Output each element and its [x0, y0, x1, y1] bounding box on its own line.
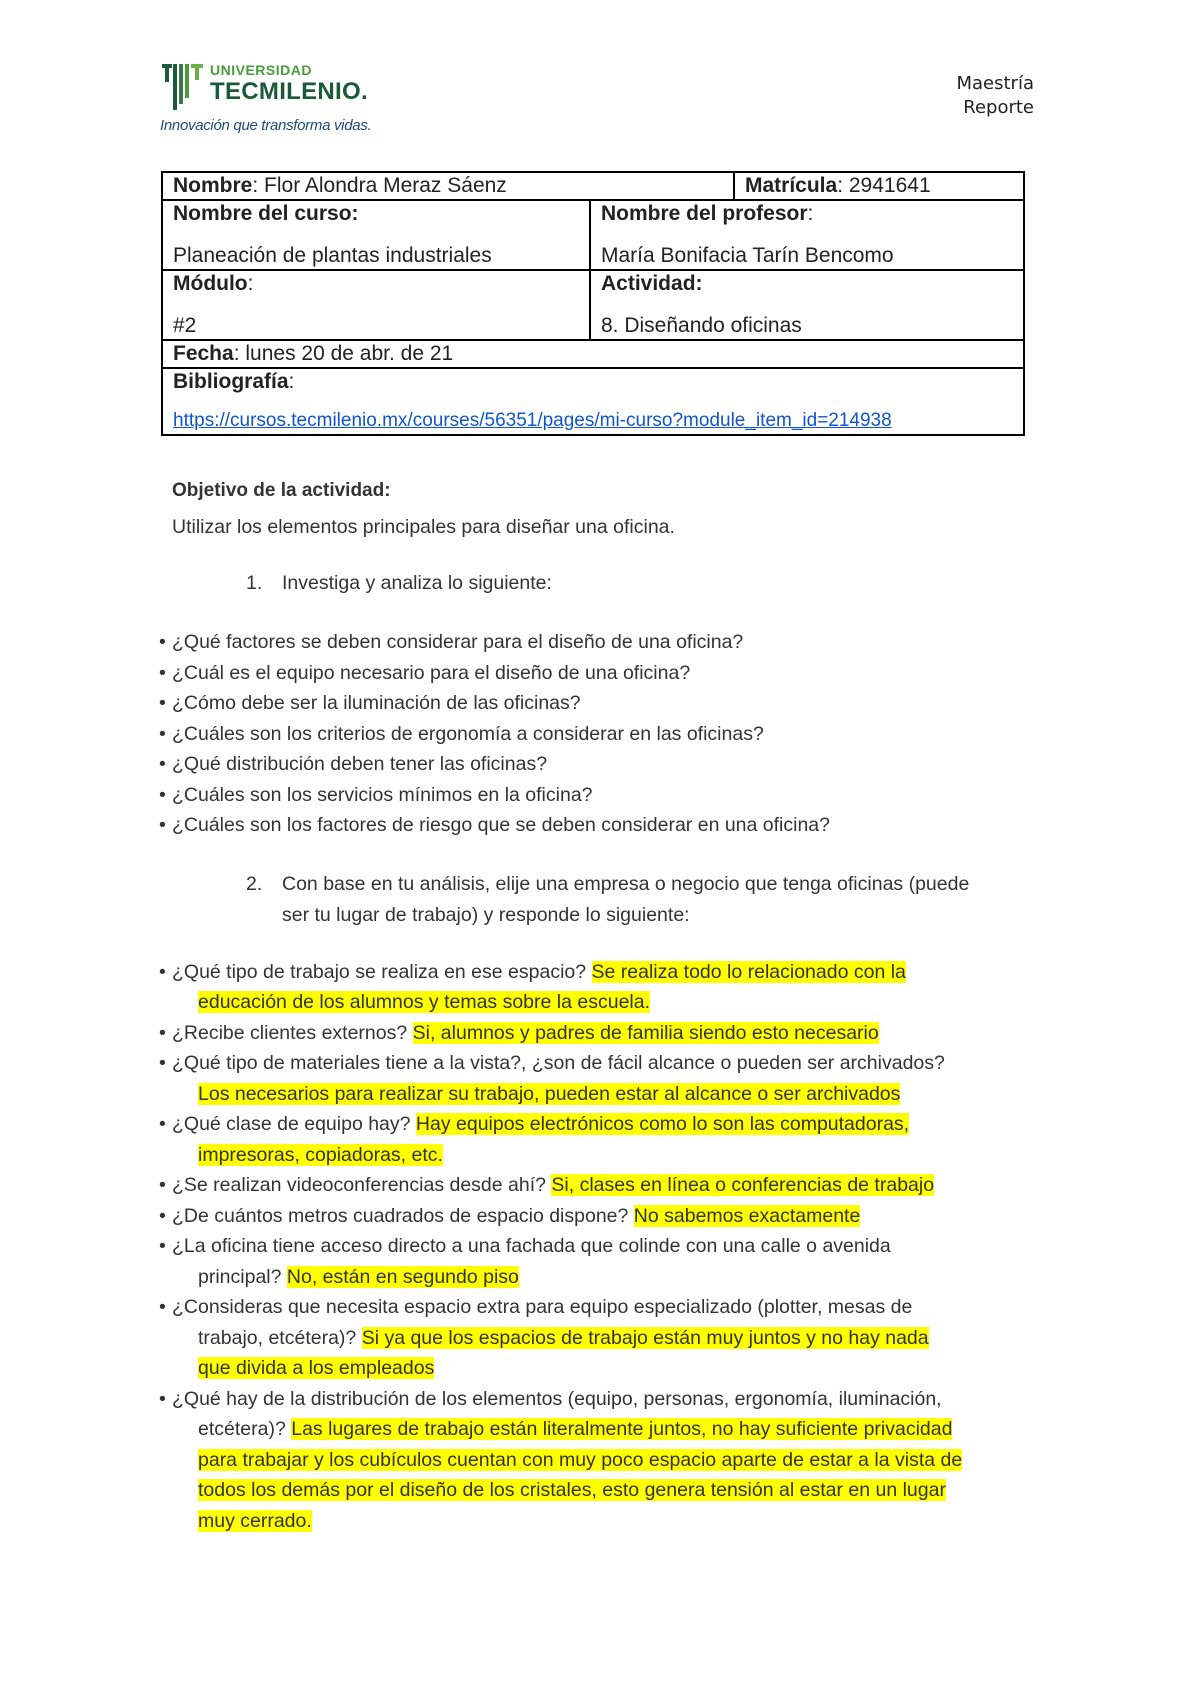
table-row [162, 340, 1024, 368]
question: ¿Se realizan videoconferencias desde ahí? [172, 1174, 552, 1196]
list-item: • ¿Qué clase de equipo hay? Hay equipos electrónicos como lo son las computadoras, impresoras, copiadoras, etc. [159, 1113, 910, 1166]
question: ¿Qué clase de equipo hay? [172, 1113, 416, 1135]
university-logo [160, 60, 420, 140]
header-doc-type: Reporte [963, 97, 1034, 118]
answer: No sabemos exactamente [633, 1204, 861, 1227]
answer: educación de los alumnos y temas sobre la escuela. [198, 991, 651, 1013]
matricula-label: Matrícula [745, 174, 838, 197]
actividad-value: 8. Diseñando oficinas [601, 314, 802, 337]
list-item: • ¿Cómo debe ser la iluminación de las oficinas? [159, 692, 581, 714]
list-item: • ¿Se realizan videoconferencias desde ahí? Si, clases en línea o conferencias de trabajo [159, 1174, 935, 1196]
step-2 [172, 869, 1042, 931]
bibliografia-link[interactable]: https://cursos.tecmilenio.mx/courses/56351/pages/mi-curso?module_item_id=214938 [173, 410, 892, 431]
curso-cell [162, 200, 590, 270]
nombre-value: : Flor Alondra Meraz Sáenz [252, 174, 507, 197]
answer: Las lugares de trabajo están literalmente juntos, no hay suficiente privacidad [291, 1418, 953, 1440]
fecha-label: Fecha [173, 342, 234, 365]
bibliografia-label: Bibliografía: [173, 370, 295, 393]
step-1-text: Investiga y analiza lo siguiente: [282, 572, 552, 594]
answer: Hay equipos electrónicos como lo son las computadoras, [415, 1113, 910, 1135]
profesor-value: María Bonifacia Tarín Bencomo [601, 244, 894, 267]
list-item: • ¿Qué factores se deben considerar para el diseño de una oficina? [159, 631, 744, 653]
table-row [162, 270, 1024, 340]
list-item: • ¿Qué hay de la distribución de los elementos (equipo, personas, ergonomía, iluminación, etcétera)? Las lugares de trabajo están literalmente juntos, no hay suficiente privacidad para trabajar y los cubículos cuentan con muy poco espacio aparte de estar a la vista de todos los demás por el diseño de los cristales, esto genera tensión al estar en un lugar muy cerrado. [159, 1387, 963, 1532]
list-item: • ¿Cuáles son los criterios de ergonomía a considerar en las oficinas? [159, 722, 764, 745]
fecha-value: : lunes 20 de abr. de 21 [233, 342, 454, 365]
question: ¿La oficina tiene acceso directo a una fachada que colinde con una calle o avenida [172, 1235, 891, 1257]
modulo-cell [162, 270, 590, 340]
logo-university-text: UNIVERSIDAD [210, 62, 312, 78]
profesor-cell [590, 200, 1024, 270]
answer: No, están en segundo piso [286, 1265, 519, 1288]
question: ¿Qué tipo de materiales tiene a la vista?, ¿son de fácil alcance o pueden ser archivados? [172, 1052, 945, 1074]
answer: muy cerrado. [198, 1509, 312, 1532]
list-item: • ¿Qué tipo de trabajo se realiza en ese espacio? Se realiza todo lo relacionado con la educación de los alumnos y temas sobre la escuela. [159, 960, 906, 1013]
list-item: • ¿La oficina tiene acceso directo a una fachada que colinde con una calle o avenida principal? No, están en segundo piso [159, 1235, 891, 1288]
list-item: • ¿Cuáles son los factores de riesgo que se deben considerar en una oficina? [159, 814, 830, 836]
step-1 [172, 568, 1042, 599]
bibliografia-cell [162, 368, 1024, 435]
answer: todos los demás por el diseño de los cristales, esto genera tensión al estar en un lugar [198, 1479, 946, 1501]
curso-value: Planeación de plantas industriales [173, 244, 492, 267]
list-item: • ¿Cuáles son los servicios mínimos en la oficina? [159, 783, 593, 806]
curso-label: Nombre del curso: [173, 202, 359, 225]
report-body [159, 478, 1042, 1536]
table-row [162, 368, 1024, 435]
header-right [956, 72, 1034, 120]
answer: Si ya que los espacios de trabajo están muy juntos y no hay nada [361, 1326, 929, 1349]
actividad-label: Actividad: [601, 272, 703, 295]
answer: que divida a los empleados [198, 1357, 435, 1379]
answer: Si, clases en línea o conferencias de trabajo [551, 1174, 935, 1196]
matricula-cell [734, 172, 1024, 200]
logo-name-text: TECMILENIO. [210, 78, 368, 105]
matricula-value: : 2941641 [837, 174, 931, 197]
step-1-question-list [159, 627, 1042, 841]
question: ¿Consideras que necesita espacio extra para equipo especializado (plotter, mesas de [172, 1296, 913, 1318]
modulo-label: Módulo: [173, 272, 254, 295]
student-info-table [161, 171, 1025, 436]
header-program: Maestría [956, 73, 1034, 94]
step-2-line-1: Con base en tu análisis, elije una empresa o negocio que tenga oficinas (puede [282, 872, 970, 895]
list-item: • ¿Qué distribución deben tener las oficinas? [159, 753, 548, 775]
question: principal? [198, 1265, 287, 1288]
nombre-label: Nombre [173, 174, 253, 197]
table-row [162, 172, 1024, 200]
list-item: • ¿De cuántos metros cuadrados de espacio dispone? No sabemos exactamente [159, 1204, 861, 1227]
objective-text: Utilizar los elementos principales para diseñar una oficina. [172, 516, 675, 538]
profesor-label: Nombre del profesor: [601, 202, 814, 225]
question: trabajo, etcétera)? [198, 1326, 362, 1349]
step-1-number: 1. [246, 572, 263, 594]
answer: impresoras, copiadoras, etc. [198, 1143, 443, 1166]
list-item: • ¿Consideras que necesita espacio extra para equipo especializado (plotter, mesas de trabajo, etcétera)? Si ya que los espacios de trabajo están muy juntos y no hay nada que divida a los empleados [159, 1296, 929, 1379]
tecmilenio-emblem-icon [160, 60, 208, 112]
actividad-cell [590, 270, 1024, 340]
answer: Los necesarios para realizar su trabajo, pueden estar al alcance o ser archivados [198, 1082, 901, 1105]
modulo-value: #2 [173, 314, 197, 337]
logo-tagline: Innovación que transforma vidas. [160, 117, 372, 134]
list-item: • ¿Qué tipo de materiales tiene a la vista?, ¿son de fácil alcance o pueden ser archivados? Los necesarios para realizar su trabajo, pueden estar al alcance o ser archivados [159, 1052, 945, 1105]
step-2-line-2: ser tu lugar de trabajo) y responde lo siguiente: [282, 903, 690, 926]
question: ¿De cuántos metros cuadrados de espacio dispone? [172, 1204, 634, 1227]
list-item: • ¿Cuál es el equipo necesario para el diseño de una oficina? [159, 661, 691, 684]
question: etcétera)? [198, 1418, 292, 1440]
question: ¿Qué hay de la distribución de los elementos (equipo, personas, ergonomía, iluminación, [172, 1387, 942, 1410]
nombre-cell [162, 172, 734, 200]
answer: Se realiza todo lo relacionado con la [591, 960, 906, 983]
step-2-qa-list [159, 957, 1042, 1537]
list-item: • ¿Recibe clientes externos? Si, alumnos y padres de familia siendo esto necesario [159, 1021, 879, 1044]
answer: Si, alumnos y padres de familia siendo esto necesario [412, 1021, 879, 1044]
step-2-number: 2. [246, 872, 263, 895]
answer: para trabajar y los cubículos cuentan con muy poco espacio aparte de estar a la vista de [198, 1448, 963, 1471]
fecha-cell [162, 340, 1024, 368]
objective-title: Objetivo de la actividad: [172, 480, 391, 501]
question: ¿Recibe clientes externos? [172, 1021, 413, 1044]
question: ¿Qué tipo de trabajo se realiza en ese espacio? [172, 960, 592, 983]
table-row [162, 200, 1024, 270]
